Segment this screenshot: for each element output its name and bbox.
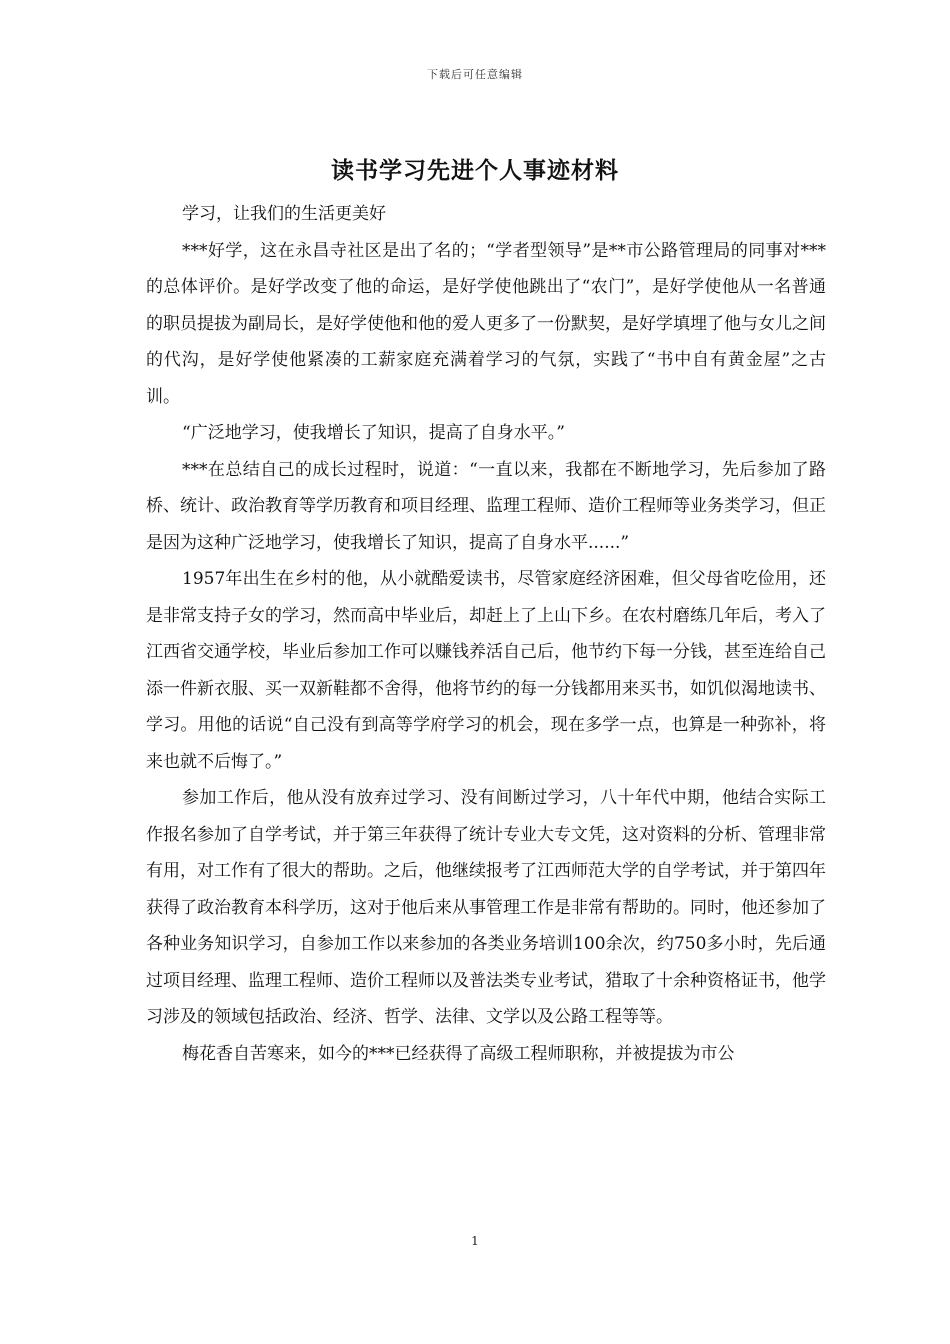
paragraph: ***在总结自己的成长过程时，说道：“一直以来，我都在不断地学习，先后参加了路桥、统计、政治教育等学历教育和项目经理、监理工程师、造价工程师等业务类学习，但正是因为这种广泛地学习，使我增长了知识，提高了自身水平......”: [146, 459, 826, 553]
paragraph: 参加工作后，他从没有放弃过学习、没有间断过学习，八十年代中期，他结合实际工作报名参加了自学考试，并于第三年获得了统计专业大专文凭，这对资料的分析、管理非常有用，对工作有了很大的帮助。之后，他继续报考了江西师范大学的自学考试，并于第四年获得了政治教育本科学历，这对于他后来从事管理工作是非常有帮助的。同时，他还参加了各种业务知识学习，自参加工作以来参加的各类业务培训100余次，约750多小时，先后通过项目经理、监理工程师、造价工程师以及普法类专业考试，猎取了十余种资格证书，他学习涉及的领域包括政治、经济、哲学、法律、文学以及公路工程等等。: [146, 788, 826, 1027]
paragraph-quote: “广泛地学习，使我增长了知识，提高了自身水平。”: [182, 423, 565, 443]
document-title: 读书学习先进个人事迹材料: [331, 157, 619, 184]
paragraph: 梅花香自苦寒来，如今的***已经获得了高级工程师职称，并被提拔为市公: [182, 1043, 735, 1064]
page-header-note: 下载后可任意编辑: [427, 68, 523, 81]
paragraph: 1957年出生在乡村的他，从小就酷爱读书，尽管家庭经济困难，但父母省吃俭用，还是非常支持子女的学习，然而高中毕业后，却赶上了上山下乡。在农村磨练几年后，考入了江西省交通学校，毕业后参加工作可以赚钱养活自己后，他节约下每一分钱，甚至连给自己添一件新衣服、买一双新鞋都不舍得，他将节约的每一分钱都用来买书，如饥似渴地读书、学习。用他的话说“自己没有到高等学府学习的机会，现在多学一点，也算是一种弥补，将来也就不后悔了。”: [146, 569, 826, 772]
page-number: 1: [471, 1234, 479, 1248]
paragraph-subtitle: 学习，让我们的生活更美好: [182, 204, 386, 224]
paragraph: ***好学，这在永昌寺社区是出了名的；“学者型领导”是**市公路管理局的同事对***的总体评价。是好学改变了他的命运，是好学使他跳出了“农门”，是好学使他从一名普通的职员提拔为副局长，是好学使他和他的爱人更多了一份默契，是好学填埋了他与女儿之间的代沟，是好学使他紧凑的工薪家庭充满着学习的气氛，实践了“书中自有黄金屋”之古训。: [146, 240, 826, 407]
document-body: [146, 196, 826, 1072]
